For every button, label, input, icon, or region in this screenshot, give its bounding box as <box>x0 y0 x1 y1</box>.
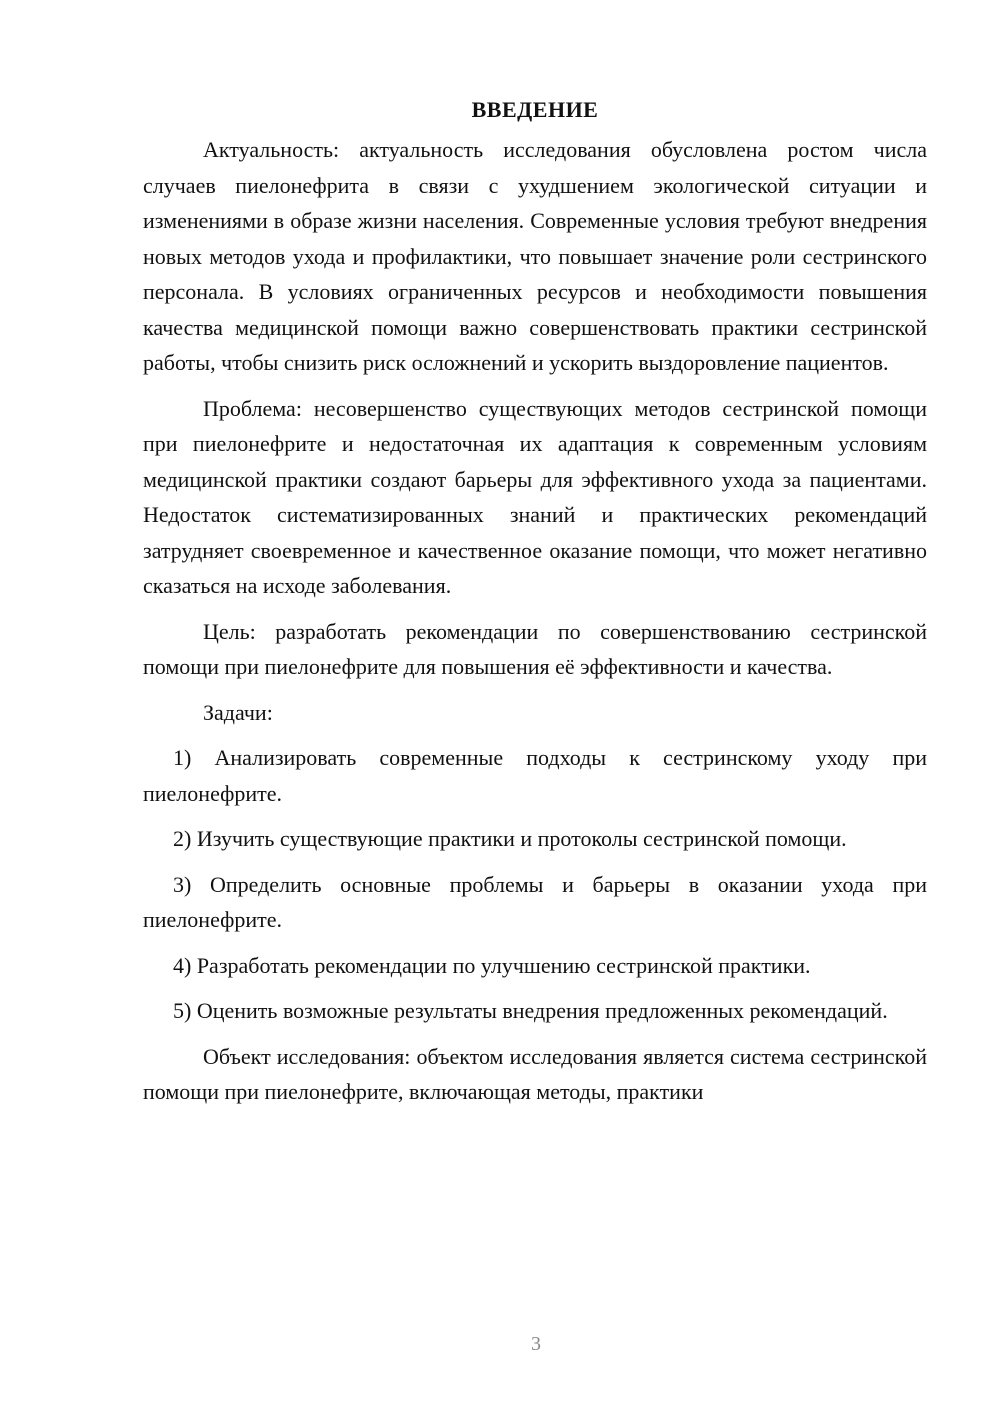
object-paragraph: Объект исследования: объектом исследования является система сестринской помощи при пиелонефрите, включающая методы, практики <box>143 1043 927 1104</box>
problem-paragraph: Проблема: несовершенство существующих методов сестринской помощи при пиелонефрите и недостаточная их адаптация к современным условиям медицинской практики создают барьеры для эффективного ухода за пациентами. Недостаток систематизированных знаний и практических рекомендаций затрудняет своевременное и качественное оказание помощи, что может негативно сказаться на исходе заболевания. <box>143 395 927 598</box>
section-heading: ВВЕДЕНИЕ <box>471 97 599 122</box>
tasks-label: Задачи: <box>203 699 273 725</box>
task-item-1: 1) Анализировать современные подходы к сестринскому уходу при пиелонефрите. <box>143 745 927 806</box>
task-item-4: 4) Разработать рекомендации по улучшению сестринской практики. <box>173 952 811 978</box>
goal-paragraph: Цель: разработать рекомендации по совершенствованию сестринской помощи при пиелонефрите для повышения её эффективности и качества. <box>143 618 927 679</box>
task-item-5: 5) Оценить возможные результаты внедрения предложенных рекомендаций. <box>173 998 888 1023</box>
relevance-paragraph: Актуальность: актуальность исследования обусловлена ростом числа случаев пиелонефрита в связи с ухудшением экологической ситуации и изменениями в образе жизни населения. Современные условия требуют внедрения новых методов ухода и профилактики, что повышает значение роли сестринского персонала. В условиях ограниченных ресурсов и необходимости повышения качества медицинской помощи важно совершенствовать практики сестринской работы, чтобы снизить риск осложнений и ускорить выздоровление пациентов. <box>143 137 927 375</box>
page-number: 3 <box>531 1333 541 1355</box>
task-item-3: 3) Определить основные проблемы и барьеры в оказании ухода при пиелонефрите. <box>143 871 927 932</box>
document-body <box>143 92 927 1110</box>
task-item-2: 2) Изучить существующие практики и протоколы сестринской помощи. <box>173 826 847 851</box>
